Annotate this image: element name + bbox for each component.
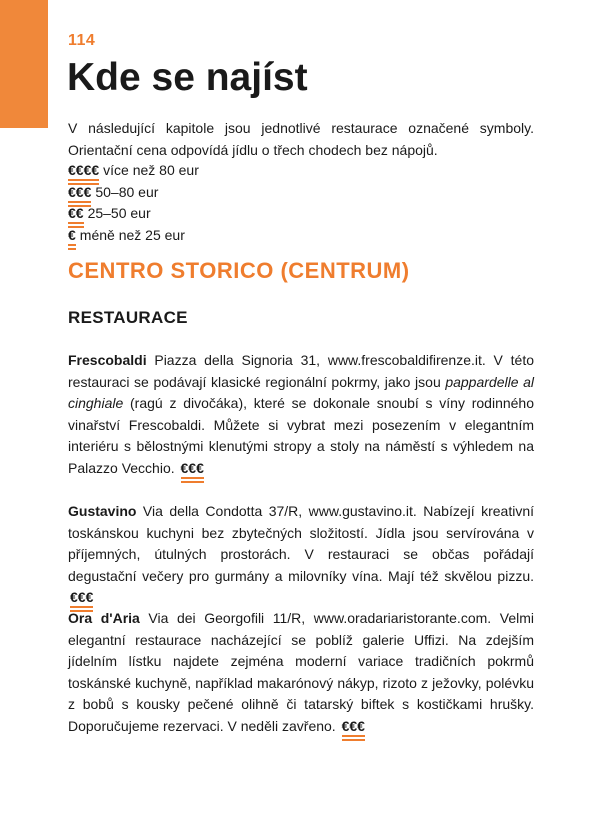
restaurant-description: Via della Condotta 37/R, www.gustavino.it. Nabízejí kreativní toskánskou kuchyni bez zbytečných složitostí. Jídla jsou servírována v příjemných, útulných prostorách. V restauraci se občas pořádají degustační večery pro gurmány a milovníky vína. Mají též skvělou pizzu. xyxy=(68,503,534,584)
legend-item xyxy=(68,182,534,204)
intro-paragraph: V následující kapitole jsou jednotlivé restaurace označené symboly. Orientační cena odpovídá jídlu o třech chodech bez nápojů. xyxy=(68,120,534,158)
legend-description: 50–80 eur xyxy=(95,183,159,200)
section-heading: CENTRO STORICO (CENTRUM) xyxy=(68,258,410,283)
restaurant-price: €€€ xyxy=(342,719,365,737)
price-symbol: €€€€ xyxy=(68,163,99,181)
subsection-heading: RESTAURACE xyxy=(68,308,188,327)
page-edge-tab xyxy=(0,0,48,128)
legend-item xyxy=(68,160,534,182)
restaurant-price: €€€ xyxy=(181,461,204,479)
legend-description: více než 80 eur xyxy=(103,162,199,178)
restaurant-name: Ora d'Aria xyxy=(68,610,140,626)
page-number: 114 xyxy=(68,32,96,49)
restaurant-description: (ragú z divočáka), které se dokonale snoubí s víny rodinného vinařství Frescobaldi. Můžete si vybrat mezi posezením v elegantním interiéru s bělostnými klenutými stropy a stoly na náměstí s výhledem na Palazzo Vecchio. xyxy=(68,395,534,476)
price-symbol: €€ xyxy=(68,206,84,224)
restaurant-description: Piazza della Signoria 31, www.frescobaldifirenze.it. V této restauraci se podávají klasické regionální pokrmy, jako jsou xyxy=(68,352,534,390)
restaurant-name: Frescobaldi xyxy=(68,352,147,368)
price-symbol: €€€ xyxy=(68,185,91,203)
price-legend xyxy=(68,160,534,246)
legend-item xyxy=(68,203,534,225)
restaurant-entry-ora-daria xyxy=(68,608,534,737)
legend-description: 25–50 eur xyxy=(87,205,151,221)
legend-item xyxy=(68,225,534,247)
price-symbol: € xyxy=(68,228,76,246)
restaurant-description: Via dei Georgofili 11/R, www.oradariaristorante.com. Velmi elegantní restaurace nacházející se poblíž galerie Uffizi. Na zdejším jídelním lístku najdete zejména moderní variace tradičních pokrmů toskánské kuchyně, například makarónový nákyp, rizoto z ježovky, polévku z bobů s kousky pečené olihně či tatarský biftek s kostičkami hrušky. Doporučujeme rezervaci. V neděli zavřeno. xyxy=(68,610,534,734)
legend-description: méně než 25 eur xyxy=(79,226,185,243)
page-title: Kde se najíst xyxy=(67,56,308,99)
restaurant-entry-gustavino xyxy=(68,501,534,609)
restaurant-entry-frescobaldi xyxy=(68,350,534,479)
restaurant-name: Gustavino xyxy=(68,503,137,519)
dish-name: pappardelle al cinghiale xyxy=(68,373,534,411)
restaurant-price: €€€ xyxy=(70,590,93,608)
